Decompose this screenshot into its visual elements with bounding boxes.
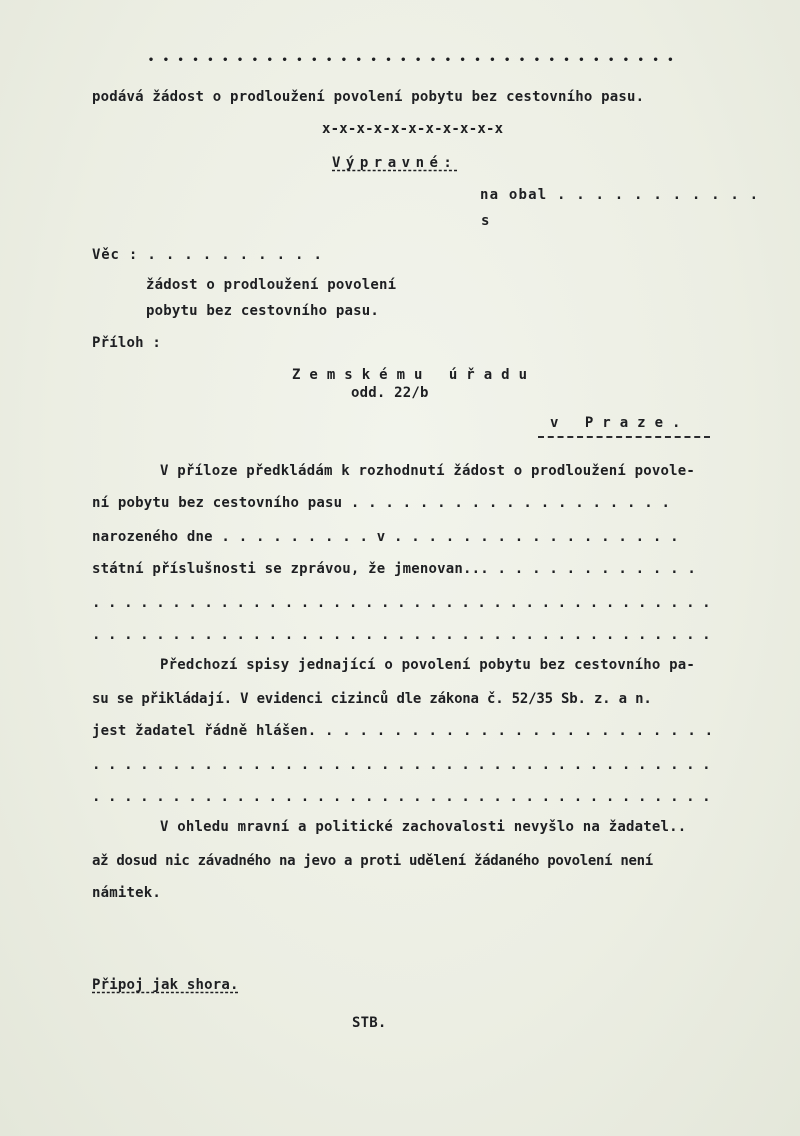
body-p1-line6: . . . . . . . . . . . . . . . . . . . . . . . . . . . . . . . . . . . . . . . <box>92 627 711 643</box>
envelope-line: na obal . . . . . . . . . . . <box>480 187 760 203</box>
body-p1-line1: V příloze předkládám k rozhodnutí žádost o prodloužení povole- <box>160 463 695 479</box>
matter-subject-2: pobytu bez cestovního pasu. <box>146 303 379 319</box>
body-p1-line5: . . . . . . . . . . . . . . . . . . . . . . . . . . . . . . . . . . . . . . . <box>92 595 711 611</box>
body-p3-line1: V ohledu mravní a politické zachovalosti nevyšlo na žadatel.. <box>160 819 687 835</box>
body-p3-line3: námitek. <box>92 885 162 901</box>
body-p2-line4: . . . . . . . . . . . . . . . . . . . . . . . . . . . . . . . . . . . . . . . <box>92 757 711 773</box>
body-p3-line2: až dosud nic závadného na jevo a proti udělení žádaného povolení není <box>92 853 653 869</box>
body-p2-line2: su se přikládají. V evidenci cizinců dle zákona č. 52/35 Sb. z. a n. <box>92 691 652 707</box>
dispatch-s: s <box>481 213 490 229</box>
addressee-department: odd. 22/b <box>351 385 429 401</box>
matter-subject-1: žádost o prodloužení povolení <box>146 277 397 293</box>
addressee-city: v Praze. <box>550 415 690 431</box>
separator-line: x-x-x-x-x-x-x-x-x-x-x <box>322 121 504 137</box>
body-p1-line2: ní pobytu bez cestovního pasu . . . . . . . . . . . . . . . . . . . <box>92 495 671 511</box>
body-p2-line3: jest žadatel řádně hlášen. . . . . . . . . . . . . . . . . . . . . . . . <box>92 723 714 739</box>
body-p1-line3: narozeného dne . . . . . . . . . v . . . . . . . . . . . . . . . . . <box>92 529 679 545</box>
matter-line: Věc : . . . . . . . . . . <box>92 247 323 263</box>
addressee-office: Zemskému úřadu <box>292 367 537 383</box>
body-p2-line1: Předchozí spisy jednající o povolení pobytu bez cestovního pa- <box>160 657 695 673</box>
signature-initials: STB. <box>352 1015 387 1031</box>
attach-note: Připoj jak shora. <box>92 977 239 993</box>
dotted-line-top: • • • • • • • • • • • • • • • • • • • • • • • • • • • • • • • • • • • • <box>148 55 675 66</box>
body-p1-line4: státní příslušnosti se zprávou, že jmenovan... . . . . . . . . . . . . <box>92 561 697 577</box>
addressee-city-underline <box>538 436 710 438</box>
body-p2-line5: . . . . . . . . . . . . . . . . . . . . . . . . . . . . . . . . . . . . . . . <box>92 789 711 805</box>
attachments-label: Příloh : <box>92 335 162 351</box>
subject-line: podává žádost o prodloužení povolení pobytu bez cestovního pasu. <box>92 89 645 105</box>
dispatch-heading: Výpravné: <box>332 155 458 171</box>
